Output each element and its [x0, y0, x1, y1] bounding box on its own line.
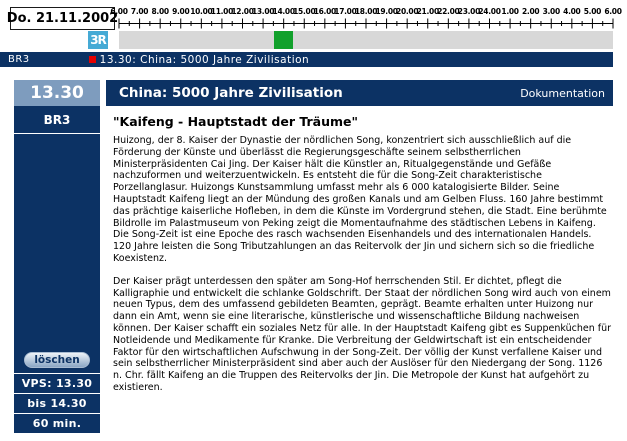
timeline — [110, 7, 622, 31]
date-label: Do. 21.11.2002 — [6, 11, 119, 26]
br-channel-logo-icon — [88, 31, 108, 49]
timeline-hour-label: 18.00 — [354, 7, 378, 16]
timeline-hour-label: 17.00 — [334, 7, 357, 16]
status-bar — [0, 52, 613, 67]
sidebar-info-row: VPS: 13.30 — [14, 373, 100, 393]
timeline-hour-label: 19.00 — [375, 7, 398, 16]
timeline-hour-label: 14.00 — [272, 7, 295, 16]
selected-program-block[interactable] — [274, 31, 293, 49]
timeline-hour-label: 8.00 — [151, 7, 169, 16]
delete-button[interactable]: löschen — [24, 352, 90, 368]
timeline-hour-label: 3.00 — [542, 7, 560, 16]
sidebar-spacer — [14, 134, 100, 352]
start-time-label: 13.30 — [30, 83, 84, 103]
timeline-hour-label: 12.00 — [231, 7, 254, 16]
timeline-hour-label: 20.00 — [396, 7, 419, 16]
sidebar-channel-label: BR3 — [14, 106, 100, 134]
sidebar-info-row: 60 min. — [14, 413, 100, 433]
program-description — [106, 106, 613, 433]
timeline-hour-label: 11.00 — [210, 7, 234, 16]
timeline-hour-label: 23.00 — [457, 7, 481, 16]
timeline-hour-label: 9.00 — [172, 7, 190, 16]
sidebar-start-time — [14, 80, 100, 106]
timeline-hour-label: 10.00 — [190, 7, 213, 16]
timeline-hour-label: 6.00 — [110, 7, 128, 16]
program-category: Dokumentation — [520, 86, 605, 100]
timeline-ruler — [119, 17, 614, 30]
timeline-hour-label: 16.00 — [313, 7, 336, 16]
timeline-hour-label: 13.00 — [251, 7, 275, 16]
timeline-hour-label: 1.00 — [501, 7, 519, 16]
timeline-hour-label: 7.00 — [130, 7, 149, 16]
status-program-label[interactable]: 13.30: China: 5000 Jahre Zivilisation — [99, 53, 310, 66]
episode-subtitle: "Kaifeng - Hauptstadt der Träume" — [113, 114, 359, 129]
program-header — [106, 80, 613, 106]
record-icon — [89, 56, 96, 63]
timeline-hour-label: 22.00 — [437, 7, 460, 16]
timeline-hour-label: 24.00 — [478, 7, 501, 16]
timeline-hour-label: 21.00 — [416, 7, 439, 16]
timeline-hour-label: 15.00 — [293, 7, 316, 16]
timeline-hour-label: 2.00 — [522, 7, 540, 16]
sidebar-info-rows — [14, 373, 100, 433]
br-logo-text: 3R — [90, 33, 106, 47]
timeline-hour-label: 6.00 — [604, 7, 622, 16]
timeline-hour-label: 4.00 — [563, 7, 581, 16]
description-paragraphs — [113, 135, 611, 394]
status-channel-label: BR3 — [8, 54, 30, 65]
channel-day-bar — [119, 31, 613, 49]
description-paragraph: Huizong, der 8. Kaiser der Dynastie der nördlichen Song, konzentriert sich ausschließlich auf die Förderung der Künste und überlässt die Regierungsgeschäfte seinem selbstherrlichen Ministerpräsidenten Cai Jing. Der Kaiser hält die Künstler an, Ritualgegenstände und Gefäße nachzuformen und weiterzuentwickeln. Es entsteht die für die Song-Zeit charakteristische Porzellanglasur. Huizongs Kunstsammlung umfasst mehr als 6 000 katalogisierte Bilder. Seine Hauptstadt Kaifeng liegt an der Mündung des großen Kanals und am Gelben Fluss. 160 Jahre bestimmt das prächtige kaiserliche Hofleben, in dem die Künste im Vordergrund stehen, die Stadt. Eine berühmte Bildrolle im Palastmuseum von Peking zeigt die Momentaufnahme des städtischen Lebens in Kaifeng. Die Song-Zeit ist eine Epoche des rasch wachsenden Eisenhandels und des internationalen Handels. 120 Jahre leisten die Song Tributzahlungen an das Reitervolk der Jin und sichern sich so die friedliche Koexistenz. — [113, 135, 607, 264]
sidebar — [14, 106, 100, 433]
sidebar-info-row: bis 14.30 — [14, 393, 100, 413]
program-title: China: 5000 Jahre Zivilisation — [119, 85, 343, 101]
description-paragraph: Der Kaiser prägt unterdessen den später am Song-Hof herrschenden Stil. Er dichtet, pflegt die Kalligraphie und entwickelt die schlanke Goldschrift. Der Staat der nördlichen Song wird auch von einem neuen Typus, dem des umfassend gebildeten Beamten, geprägt. Beamte erhalten unter Huizong nur dann ein Amt, wenn sie eine literarische, künstlerische und wissenschaftliche Bildung nachweisen können. Der Kaiser schafft ein soziales Netz für alle. In der Hauptstadt Kaifeng gibt es Suppenküchen für Notleidende und Medikamente für Kranke. Die Verbreitung der Geldwirtschaft ist ein entscheidender Faktor für den wirtschaftlichen Aufschwung in der Song-Zeit. Der völlig der Kunst verfallene Kaiser und sein selbstherrlicher Ministerpräsident sind aber auch der Auslöser für den Niedergang der Song. 1126 n. Chr. fällt Kaifeng an die Truppen des Reitervolks der Jin. Die Metropole der Kunst hat aufgehört zu existieren. — [113, 275, 612, 393]
timeline-hour-label: 5.00 — [583, 7, 602, 16]
